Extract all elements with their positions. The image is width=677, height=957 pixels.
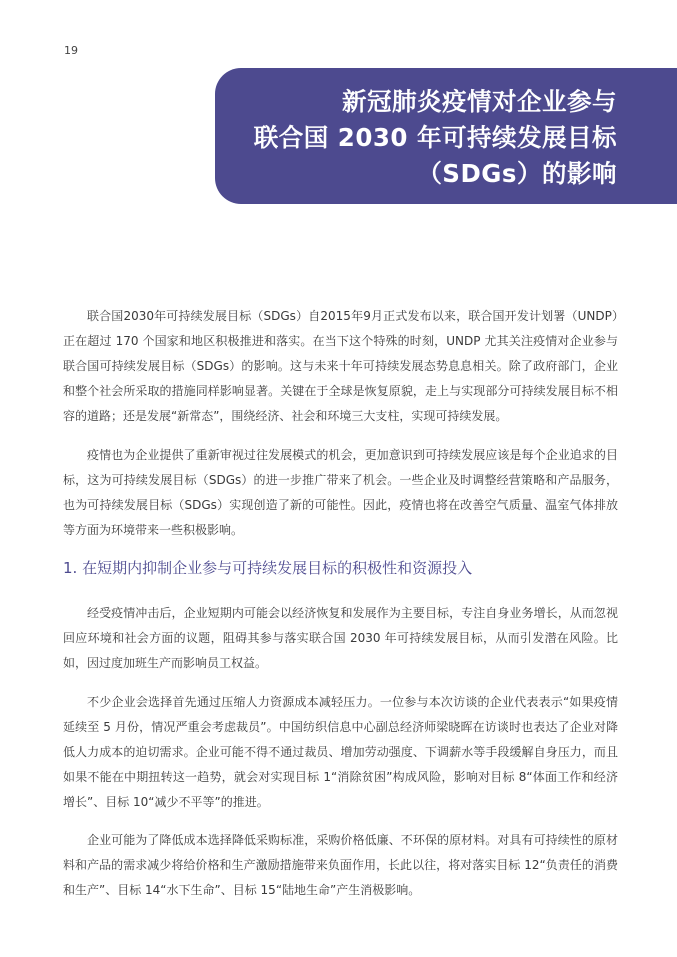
paragraph: 疫情也为企业提供了重新审视过往发展模式的机会，更加意识到可持续发展应该是每个企业追求的目标，这为可持续发展目标（SDGs）的进一步推广带来了机会。一些企业及时调整经营策略和产品服务，也为可持续发展目标（SDGs）实现创造了新的可能性。因此，疫情也将在改善空气质量、温室气体排放等方面为环境带来一些积极影响。 [63,448,618,537]
section-paragraph-3 [63,828,618,903]
paragraph: 联合国2030年可持续发展目标（SDGs）自2015年9月正式发布以来，联合国开发计划署（UNDP）正在超过 170 个国家和地区积极推进和落实。在当下这个特殊的时刻，UNDP 尤其关注疫情对企业参与联合国可持续发展目标（SDGs）的影响。这与未来十年可持续发展态势息息相关。除了政府部门，企业和整个社会所采取的措施同样影响显著。关键在于全球是恢复原貌，走上与实现部分可持续发展目标不相容的道路；还是发展“新常态”，围绕经济、社会和环境三大支柱，实现可持续发展。 [63,309,618,423]
intro-paragraph-2 [63,443,618,543]
section-paragraph-1 [63,601,618,676]
paragraph: 不少企业会选择首先通过压缩人力资源成本减轻压力。一位参与本次访谈的企业代表表示“如果疫情延续至 5 月份，情况严重会考虑裁员”。中国纺织信息中心副总经济师梁晓晖在访谈时也表达了企业对降低人力成本的迫切需求。企业可能不得不通过裁员、增加劳动强度、下调薪水等手段缓解自身压力，而且如果不能在中期扭转这一趋势，就会对实现目标 1“消除贫困”构成风险，影响对目标 8“体面工作和经济增长”、目标 10“减少不平等”的推进。 [63,695,618,809]
paragraph: 企业可能为了降低成本选择降低采购标准，采购价格低廉、不环保的原材料。对具有可持续性的原材料和产品的需求减少将给价格和生产激励措施带来负面作用，长此以往，将对落实目标 12“负责任的消费和生产”、目标 14“水下生命”、目标 15“陆地生命”产生消极影响。 [63,833,618,897]
title-line: 新冠肺炎疫情对企业参与 [342,87,617,116]
title-line: 联合国 2030 年可持续发展目标 [253,123,617,152]
intro-paragraph-1 [63,304,618,429]
section-paragraph-2 [63,690,618,815]
page-number: 19 [64,44,78,57]
title-banner [215,68,677,204]
title-line: （SDGs）的影响 [417,159,617,188]
section-heading: 1. 在短期内抑制企业参与可持续发展目标的积极性和资源投入 [63,559,473,577]
paragraph: 经受疫情冲击后，企业短期内可能会以经济恢复和发展作为主要目标，专注自身业务增长，从而忽视回应环境和社会方面的议题，阻碍其参与落实联合国 2030 年可持续发展目标，从而引发潜在风险。比如，因过度加班生产而影响员工权益。 [63,606,618,670]
